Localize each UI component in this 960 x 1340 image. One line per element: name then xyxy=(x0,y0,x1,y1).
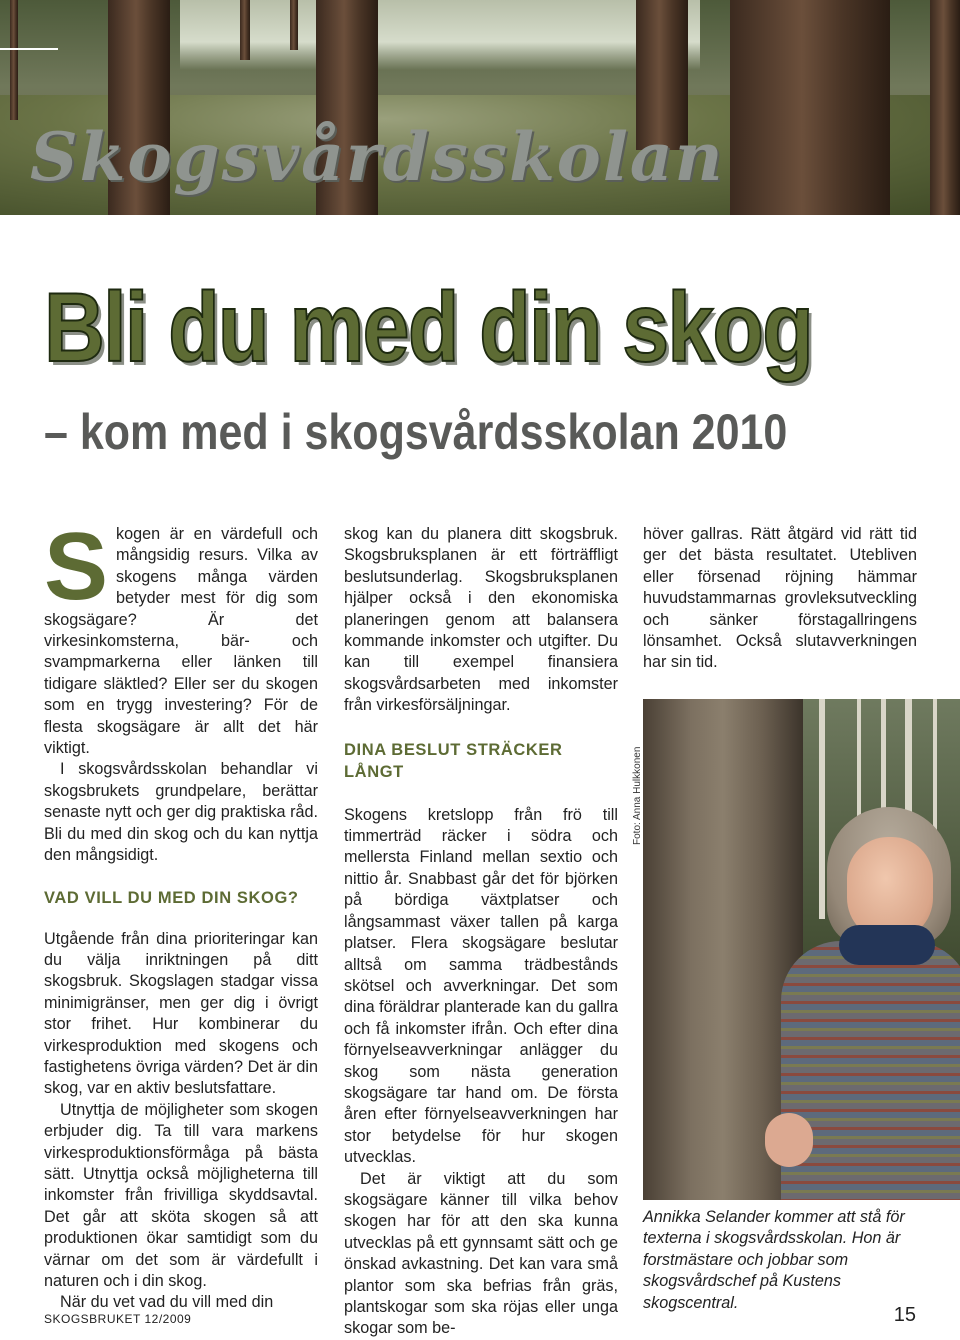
body-paragraph: Utgående från dina prioriteringar kan du välja inriktningen på ditt skogsbruk. Skogslagen stadgar vissa minimigränser, men ger dig i övrigt stor frihet. Hur kombinerar du virkesproduktion med skogens och fastighetens övriga värden? Det är din skog, var en aktiv beslutsfattare. xyxy=(44,929,318,1098)
banner-tree-trunk xyxy=(10,0,18,120)
article-headline: Bli du med din skog xyxy=(44,272,813,382)
section-heading: VAD VILL DU MED DIN SKOG? xyxy=(44,888,299,907)
banner-sky xyxy=(180,0,700,70)
body-paragraph: skog kan du planera ditt skogsbruk. Skogsbruksplanen är ett förträffligt beslutsunderlag. Skogsbruksplanen hjälper också i den ekonomiska planeringen genom att balansera kommande inkomster och utgifter. Du kan till exempel finansiera skogsvårdsarbeten med inkomster från virkesförsäljningar. xyxy=(344,525,618,715)
section-heading: DINA BESLUT STRÄCKER LÅNGT xyxy=(344,740,563,781)
body-paragraph: Det är viktigt att du som skogsägare känner till vilka behov skogen har för att den ska kunna utvecklas på ett gynnsamt sätt och ge önskad avkastning. Det kan vara små plantor som ska befrias från gräs, plantskogar som ska röjas eller unga skogar som be- xyxy=(344,1169,618,1338)
article-column-3 xyxy=(643,524,917,674)
photo-person-collar xyxy=(839,925,935,965)
body-paragraph: När du vet vad du vill med din xyxy=(60,1293,274,1312)
article-column-2 xyxy=(344,524,618,1340)
intro-text: kogen är en värdefull och mångsidig resurs. Vilka av skogens många värden betyder mest för dig som skogsägare? Är det virkesinkomsterna, bär- och svampmarkerna eller länken till tidigare släktled? Eller ser du skogen som en trygg investering? För de flesta skogsägare är allt det här viktigt. xyxy=(44,525,318,758)
banner-tree-trunk xyxy=(730,0,890,215)
photo-credit: Foto: Anna Hulkkonen xyxy=(632,746,643,845)
article-column-1 xyxy=(44,513,318,1314)
page-number: 15 xyxy=(893,1304,916,1326)
photo-person-sweater xyxy=(781,941,960,1200)
publication-info: SKOGSBRUKET 12/2009 xyxy=(44,1312,192,1326)
article-subheadline: – kom med i skogsvårdsskolan 2010 xyxy=(44,404,788,460)
body-paragraph: höver gallras. Rätt åtgärd vid rätt tid ger det bästa resultatet. Utebliven eller försenad röjning hämmar huvudstammarnas grovleksutveckling och sänker förstagallringens lönsamhet. Också slutavverkningen har sin tid. xyxy=(643,525,917,672)
banner-tree-trunk xyxy=(930,0,960,215)
photo-background-tree xyxy=(819,699,825,919)
drop-cap: S xyxy=(44,513,109,620)
body-paragraph: Skogens kretslopp från frö till timmerträd räcker i södra och mellersta Finland mellan sextio och nittio år. Snabbast går det för björken på bördiga växtplatser och långsammast växer tallen på karga platser. Flera skogsägare beslutar alltså om samma trädbestånds skötsel och avverkningar. Det som dina föräldrar planterade kan du gallra och få inkomster ifrån. Och efter dina förnyelseavverkningar anlägger du skog som nästa generation skogsägare tar hand om. De första åren efter förnyelseavverkningen har stor betydelse för hur skogen utvecklas. xyxy=(344,805,618,1167)
portrait-photo xyxy=(643,699,960,1200)
section-title: Skogsvårdsskolan xyxy=(30,118,725,196)
body-paragraph: I skogsvårdsskolan behandlar vi skogsbrukets grundpelare, berättar senaste nytt och ger dig praktiska råd. Bli du med din skog och du kan nyttja den mångsidigt. xyxy=(44,760,318,865)
photo-person-hand xyxy=(765,1113,813,1167)
banner-rule xyxy=(0,48,58,50)
header-banner-photo xyxy=(0,0,960,215)
body-paragraph: Utnyttja de möjligheter som skogen erbjuder dig. Ta till vara markens virkesproduktionsförmåga på bästa sätt. Utnyttja också möjligheterna till inkomster från frivilliga skyddsavtal. Det går att sköta skogen så att produktionen ökar samtidigt som du värnar om det som är värdefullt i naturen och i din skog. xyxy=(44,1100,318,1290)
banner-tree-trunk xyxy=(240,0,250,60)
intro-paragraph xyxy=(44,513,318,759)
photo-caption: Annikka Selander kommer att stå för texterna i skogsvårdsskolan. Hon är forstmästare och jobbar som skogsvårdschef på Kustens skogscentral. xyxy=(643,1208,905,1312)
banner-tree-trunk xyxy=(290,0,298,50)
